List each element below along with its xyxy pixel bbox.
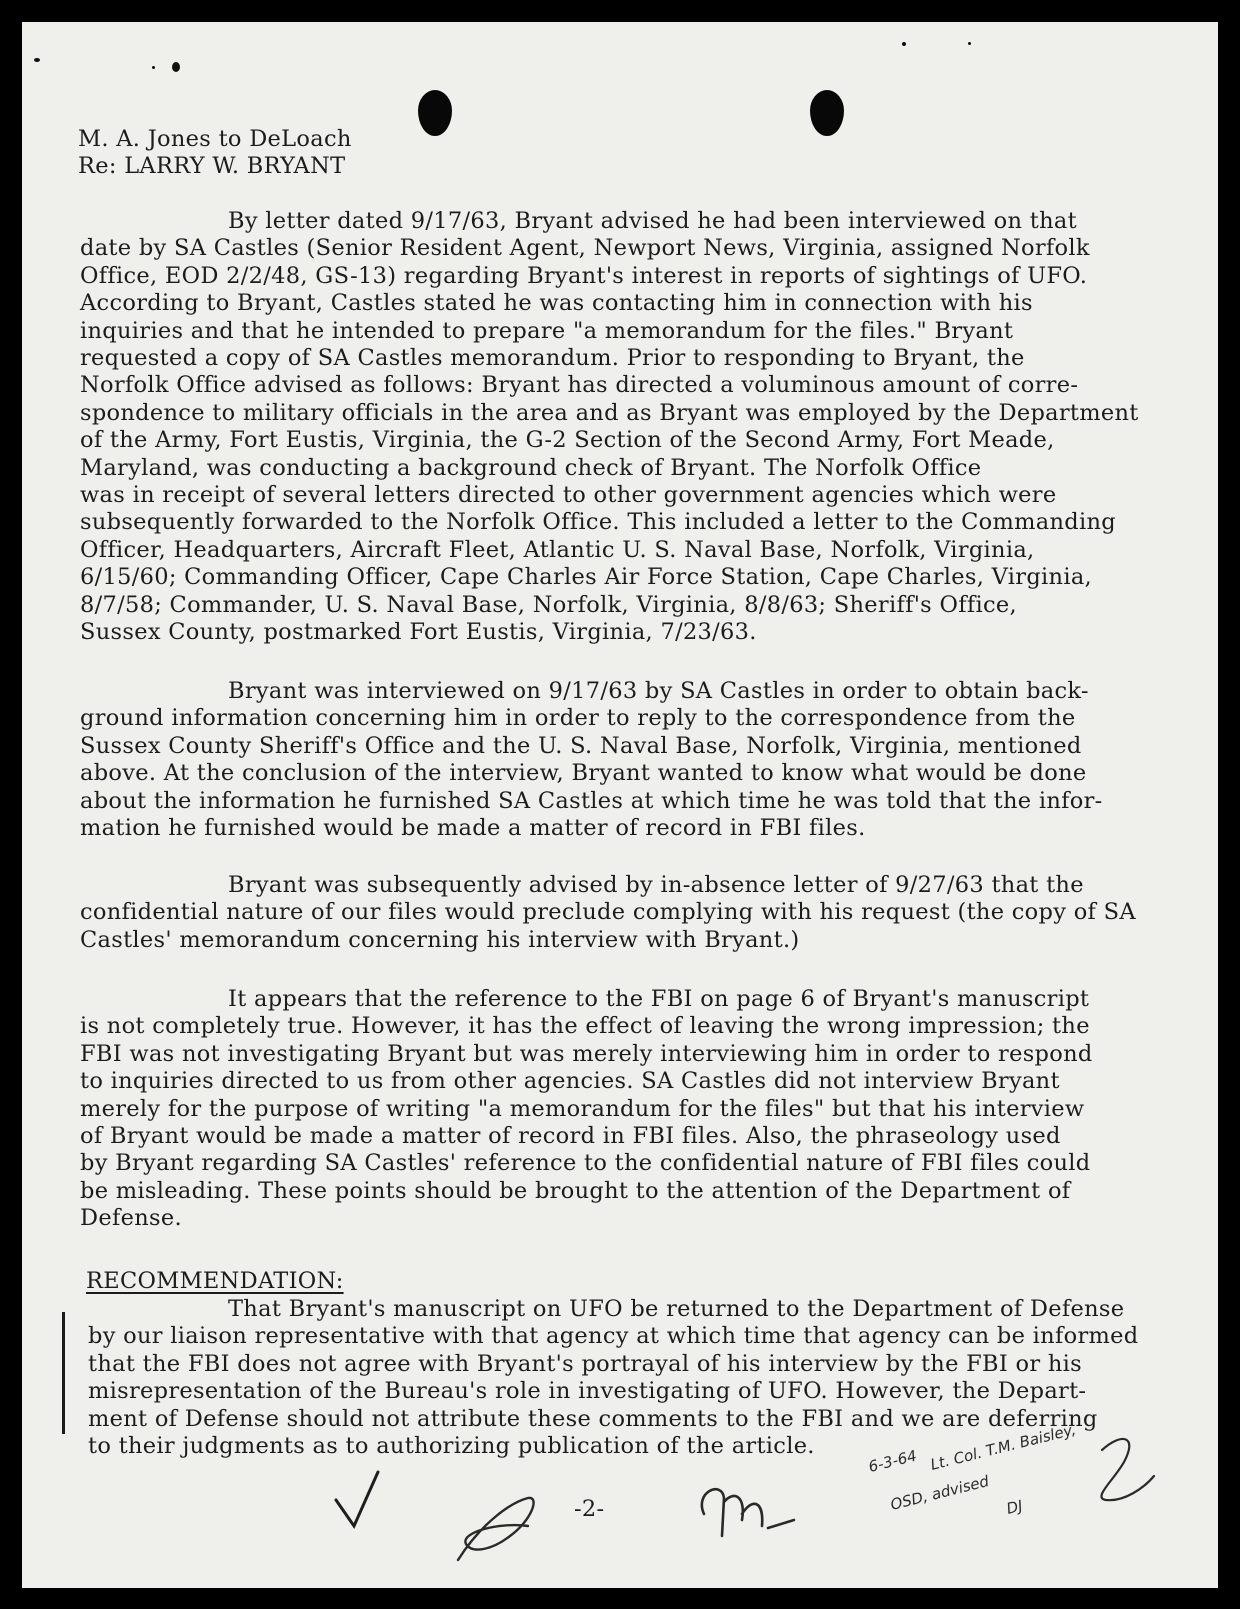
text-line: Sussex County, postmarked Fort Eustis, Virginia, 7/23/63. — [80, 619, 757, 646]
text-line: mation he furnished would be made a matter of record in FBI files. — [80, 815, 866, 842]
handwritten-initials: DJ — [1004, 1496, 1025, 1518]
text-line: Office, EOD 2/2/48, GS-13) regarding Bryant's interest in reports of sightings of UFO. — [80, 262, 1088, 289]
text-line: of Bryant would be made a matter of record in FBI files. Also, the phraseology used — [80, 1123, 1061, 1150]
text-line: above. At the conclusion of the interview, Bryant wanted to know what would be done — [80, 760, 1087, 787]
text-line: confidential nature of our files would preclude complying with his request (the copy of SA — [80, 899, 1136, 926]
text-line: merely for the purpose of writing "a memorandum for the files" but that his interview — [80, 1095, 1085, 1122]
text-line: was in receipt of several letters directed to other government agencies which were — [80, 482, 1057, 509]
paragraph-4 — [80, 986, 1180, 1233]
text-line: by our liaison representative with that agency at which time that agency can be informed — [88, 1323, 1139, 1350]
text-line: of the Army, Fort Eustis, Virginia, the G-2 Section of the Second Army, Fort Meade, — [80, 427, 1055, 454]
text-line: inquiries and that he intended to prepare "a memorandum for the files." Bryant — [80, 317, 1014, 344]
text-line: Officer, Headquarters, Aircraft Fleet, Atlantic U. S. Naval Base, Norfolk, Virginia, — [80, 536, 1035, 563]
text-line: 8/7/58; Commander, U. S. Naval Base, Norfolk, Virginia, 8/8/63; Sheriff's Office, — [80, 591, 1017, 618]
initials-signature — [458, 1498, 534, 1560]
text-line: 6/15/60; Commanding Officer, Cape Charles Air Force Station, Cape Charles, Virginia, — [80, 564, 1092, 591]
text-line: requested a copy of SA Castles memorandum. Prior to responding to Bryant, the — [80, 345, 1025, 372]
text-line: It appears that the reference to the FBI on page 6 of Bryant's manuscript — [228, 986, 1090, 1012]
text-line: to inquiries directed to us from other agencies. SA Castles did not interview Bryant — [80, 1068, 1060, 1095]
handwritten-name: Lt. Col. T.M. Baisley, — [928, 1420, 1078, 1474]
scan-speck — [902, 42, 906, 46]
initials-signature — [702, 1489, 794, 1536]
text-line: Defense. — [80, 1205, 182, 1232]
punch-hole-right — [810, 90, 844, 136]
text-line: ground information concerning him in order to reply to the correspondence from the — [80, 705, 1076, 732]
handwritten-date: 6-3-64 — [866, 1446, 919, 1476]
recommendation-heading: RECOMMENDATION: — [86, 1268, 344, 1294]
text-line: be misleading. These points should be brought to the attention of the Department of — [80, 1177, 1071, 1204]
text-line: By letter dated 9/17/63, Bryant advised he had been interviewed on that — [228, 208, 1077, 234]
paragraph-1 — [80, 208, 1180, 647]
text-line: Castles' memorandum concerning his interview with Bryant.) — [80, 926, 800, 953]
page-number: -2- — [574, 1496, 605, 1522]
text-line: misrepresentation of the Bureau's role in investigating of UFO. However, the Depart- — [88, 1378, 1087, 1405]
punch-hole-left — [418, 90, 452, 136]
handwritten-advised: OSD, advised — [888, 1472, 991, 1514]
text-line: Bryant was interviewed on 9/17/63 by SA Castles in order to obtain back- — [228, 678, 1089, 704]
text-line: is not completely true. However, it has the effect of leaving the wrong impression; the — [80, 1013, 1090, 1040]
memo-from-to: M. A. Jones to DeLoach — [78, 126, 352, 152]
text-line: Norfolk Office advised as follows: Bryant has directed a voluminous amount of corre- — [80, 372, 1079, 399]
paragraph-2 — [80, 678, 1180, 842]
document-page — [22, 22, 1218, 1588]
text-line: ment of Defense should not attribute these comments to the FBI and we are deferring — [88, 1405, 1098, 1432]
text-line: date by SA Castles (Senior Resident Agent, Newport News, Virginia, assigned Norfolk — [80, 235, 1090, 262]
text-line: to their judgments as to authorizing publication of the article. — [88, 1433, 815, 1460]
checkmark-icon — [336, 1472, 378, 1526]
text-line: FBI was not investigating Bryant but was merely interviewing him in order to respond — [80, 1040, 1093, 1067]
text-line: According to Bryant, Castles stated he was contacting him in connection with his — [80, 290, 1033, 317]
scan-speck — [968, 42, 971, 45]
memo-subject: Re: LARRY W. BRYANT — [78, 153, 346, 180]
text-line: about the information he furnished SA Castles at which time he was told that the infor- — [80, 787, 1103, 814]
scan-speck — [172, 62, 180, 72]
text-line: spondence to military officials in the area and as Bryant was employed by the Department — [80, 399, 1139, 426]
text-line: Bryant was subsequently advised by in-absence letter of 9/27/63 that the — [228, 872, 1084, 898]
initials-signature — [1101, 1439, 1154, 1500]
text-line: Maryland, was conducting a background check of Bryant. The Norfolk Office — [80, 454, 982, 481]
margin-mark — [62, 1312, 65, 1434]
text-line: that the FBI does not agree with Bryant's portrayal of his interview by the FBI or his — [88, 1350, 1083, 1377]
text-line: subsequently forwarded to the Norfolk Office. This included a letter to the Commanding — [80, 509, 1116, 536]
handwritten-annotations — [332, 1402, 1172, 1582]
scan-speck — [152, 66, 155, 69]
text-line: by Bryant regarding SA Castles' reference to the confidential nature of FBI files could — [80, 1150, 1091, 1177]
text-line: Sussex County Sheriff's Office and the U. S. Naval Base, Norfolk, Virginia, mentioned — [80, 732, 1082, 759]
memo-header — [78, 126, 352, 181]
text-line: That Bryant's manuscript on UFO be returned to the Department of Defense — [228, 1296, 1125, 1322]
scan-speck — [34, 58, 40, 62]
paragraph-3 — [80, 872, 1180, 954]
